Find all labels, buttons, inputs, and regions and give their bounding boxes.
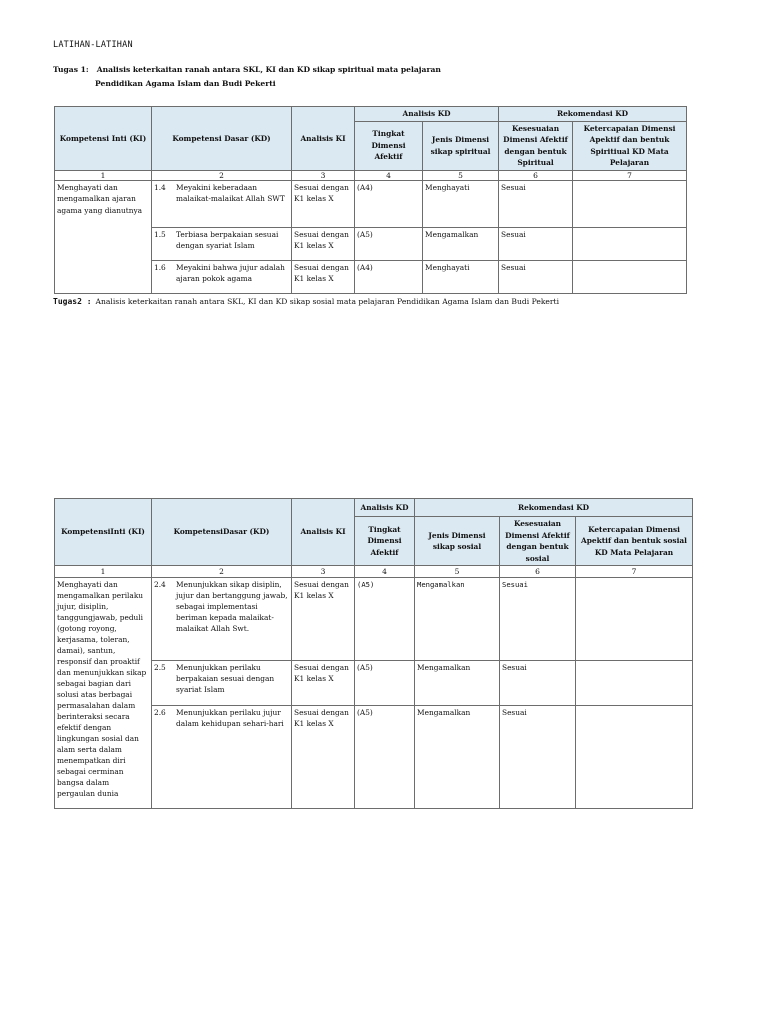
header-tingkat: Tingkat Dimensi Afektif	[355, 121, 423, 170]
ketercapaian-cell	[573, 227, 687, 260]
analisis-ki-cell: Sesuai dengan K1 kelas X	[292, 260, 355, 293]
ketercapaian-cell	[576, 578, 693, 661]
col-number: 5	[423, 170, 499, 180]
kd-text: Menunjukkan sikap disiplin, jujur dan bertanggung jawab, sebagai implementasi beriman kepada malaikat-malaikat Allah Swt.	[176, 580, 288, 633]
ketercapaian-cell	[576, 661, 693, 706]
ketercapaian-cell	[573, 180, 687, 227]
task2-text: Analisis keterkaitan ranah antara SKL, KI dan KD sikap sosial mata pelajaran Pendidikan Agama Islam dan Budi Pekerti	[95, 297, 560, 306]
tingkat-cell: (A5)	[355, 706, 415, 809]
ki-cell: Menghayati dan mengamalkan ajaran agama yang dianutnya	[55, 180, 152, 293]
header-analisis-kd: Analisis KD	[355, 107, 499, 122]
page-title: LATIHAN-LATIHAN	[53, 40, 133, 50]
column-number-row	[55, 566, 693, 578]
kd-cell	[152, 706, 292, 809]
header-rekomendasi-kd: Rekomendasi KD	[415, 499, 693, 517]
header-jenis: Jenis Dimensi sikap sosial	[415, 517, 500, 566]
tingkat-cell: (A5)	[355, 578, 415, 661]
kd-cell	[152, 260, 292, 293]
analisis-ki-cell: Sesuai dengan K1 kelas X	[292, 661, 355, 706]
jenis-cell: Menghayati	[423, 180, 499, 227]
kd-text: Terbiasa berpakaian sesuai dengan syariat Islam	[176, 229, 279, 250]
header-rekomendasi-kd: Rekomendasi KD	[499, 107, 687, 122]
table-spiritual	[54, 106, 687, 294]
header-kesesuaian: Kesesuaian Dimensi Afektif dengan bentuk sosial	[500, 517, 576, 566]
table-sosial	[54, 498, 693, 809]
kesesuaian-cell: Sesuai	[499, 180, 573, 227]
task2-heading	[53, 297, 559, 306]
kd-number: 1.6	[154, 262, 166, 272]
kd-cell	[152, 661, 292, 706]
jenis-cell: Mengamalkan	[423, 227, 499, 260]
column-number-row	[55, 170, 687, 180]
analisis-ki-cell: Sesuai dengan K1 kelas X	[292, 706, 355, 809]
kesesuaian-cell: Sesuai	[499, 260, 573, 293]
jenis-cell: Mengamalkan	[415, 661, 500, 706]
table-row	[55, 180, 687, 227]
header-kd: KompetensiDasar (KD)	[152, 499, 292, 566]
col-number: 1	[55, 170, 152, 180]
header-analisis-ki: Analisis KI	[292, 107, 355, 171]
col-number: 3	[292, 170, 355, 180]
tingkat-cell: (A5)	[355, 661, 415, 706]
jenis-cell: Mengamalkan	[415, 578, 500, 661]
kesesuaian-cell: Sesuai	[500, 661, 576, 706]
kd-text: Menunjukkan perilaku berpakaian sesuai dengan syariat Islam	[176, 663, 275, 694]
task1-text: Analisis keterkaitan ranah antara SKL, KI dan KD sikap spiritual mata pelajaran	[96, 65, 441, 74]
kd-cell	[152, 578, 292, 661]
kd-cell	[152, 180, 292, 227]
col-number: 2	[152, 566, 292, 578]
table-row	[55, 578, 693, 661]
task1-heading	[53, 62, 441, 78]
kd-cell	[152, 227, 292, 260]
col-number: 7	[576, 566, 693, 578]
analisis-ki-cell: Sesuai dengan K1 kelas X	[292, 578, 355, 661]
kesesuaian-cell: Sesuai	[499, 227, 573, 260]
jenis-cell: Mengamalkan	[415, 706, 500, 809]
task2-label: Tugas2 :	[53, 297, 92, 306]
col-number: 6	[499, 170, 573, 180]
kd-text: Meyakini bahwa jujur adalah ajaran pokok agama	[176, 262, 285, 283]
kd-number: 2.6	[154, 708, 166, 717]
task1-text-line2: Pendidikan Agama Islam dan Budi Pekerti	[95, 79, 276, 88]
header-kd: Kompetensi Dasar (KD)	[152, 107, 292, 171]
col-number: 4	[355, 566, 415, 578]
kd-text: Meyakini keberadaan malaikat-malaikat Allah SWT	[176, 182, 285, 203]
kesesuaian-cell: Sesuai	[500, 706, 576, 809]
header-ketercapaian: Ketercapaian Dimensi Apektif dan bentuk sosial KD Mata Pelajaran	[576, 517, 693, 566]
header-kesesuaian: Kesesuaian Dimensi Afektif dengan bentuk Spiritual	[499, 121, 573, 170]
col-number: 1	[55, 566, 152, 578]
ki-cell: Menghayati dan mengamalkan perilaku jujur, disiplin, tanggungjawab, peduli (gotong royong, kerjasama, toleran, damai), santun, responsif dan proaktif dan menunjukkan sikap sebagai bagian dari solusi atas berbagai permasalahan dalam berinteraksi secara efektif dengan lingkungan sosial dan alam serta dalam menempatkan diri sebagai cerminan bangsa dalam pergaulan dunia	[55, 578, 152, 809]
col-number: 7	[573, 170, 687, 180]
ketercapaian-cell	[573, 260, 687, 293]
col-number: 2	[152, 170, 292, 180]
kd-text: Menunjukkan perilaku jujur dalam kehidupan sehari-hari	[176, 708, 284, 728]
col-number: 5	[415, 566, 500, 578]
kd-number: 2.5	[154, 663, 166, 672]
kd-number: 1.5	[154, 229, 166, 239]
analisis-ki-cell: Sesuai dengan K1 kelas X	[292, 227, 355, 260]
header-ki: Kompetensi Inti (KI)	[55, 107, 152, 171]
header-ki: KompetensiInti (KI)	[55, 499, 152, 566]
tingkat-cell: (A5)	[355, 227, 423, 260]
kd-number: 2.4	[154, 580, 166, 589]
col-number: 4	[355, 170, 423, 180]
col-number: 6	[500, 566, 576, 578]
col-number: 3	[292, 566, 355, 578]
task1-label: Tugas 1:	[53, 65, 89, 74]
header-analisis-kd: Analisis KD	[355, 499, 415, 517]
jenis-cell: Menghayati	[423, 260, 499, 293]
tingkat-cell: (A4)	[355, 260, 423, 293]
kesesuaian-cell: Sesuai	[500, 578, 576, 661]
tingkat-cell: (A4)	[355, 180, 423, 227]
header-tingkat: Tingkat Dimensi Afektif	[355, 517, 415, 566]
header-jenis: Jenis Dimensi sikap spiritual	[423, 121, 499, 170]
header-ketercapaian: Ketercapaian Dimensi Apektif dan bentuk Spiritiual KD Mata Pelajaran	[573, 121, 687, 170]
ketercapaian-cell	[576, 706, 693, 809]
analisis-ki-cell: Sesuai dengan K1 kelas X	[292, 180, 355, 227]
header-analisis-ki: Analisis KI	[292, 499, 355, 566]
kd-number: 1.4	[154, 182, 166, 192]
